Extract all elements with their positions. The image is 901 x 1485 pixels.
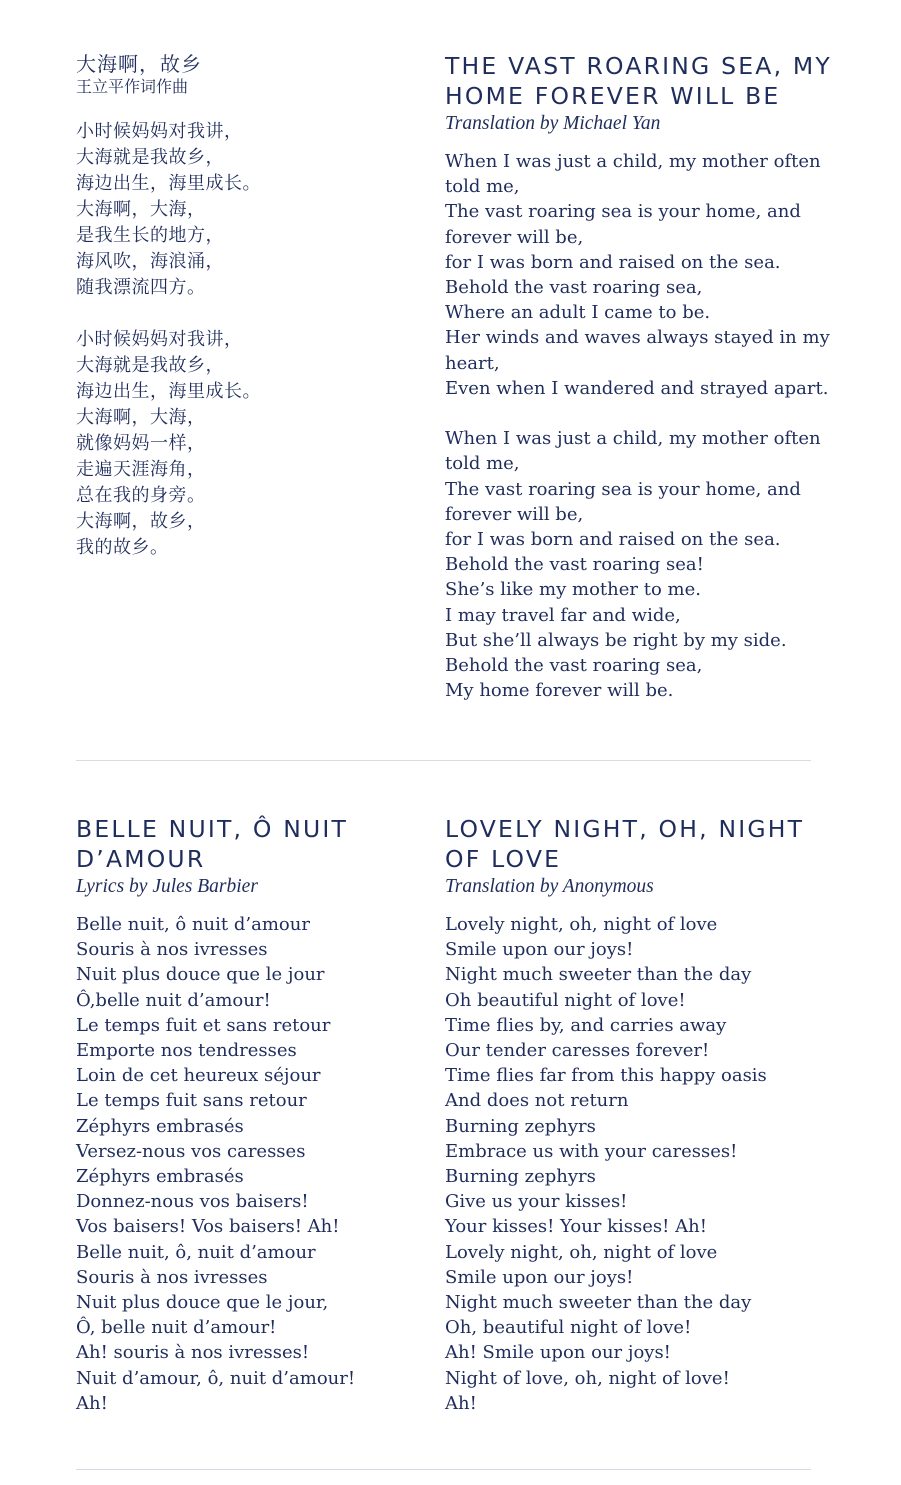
chinese-song-credit: 王立平作词作曲 — [76, 77, 189, 96]
english-translation-column — [445, 815, 840, 1416]
lyric-line: Nuit plus douce que le jour — [76, 964, 325, 986]
stanza — [76, 327, 416, 561]
section-divider — [76, 1469, 811, 1470]
lyric-line: 大海啊，故乡， — [76, 511, 206, 532]
lyric-line: Emporte nos tendresses — [76, 1040, 297, 1062]
lyric-line: 小时候妈妈对我讲， — [76, 121, 243, 142]
lyric-line: The vast roaring sea is your home, and forever will be, — [445, 201, 801, 248]
lyric-line: 大海啊，大海， — [76, 199, 206, 220]
lyric-line: Le temps fuit et sans retour — [76, 1014, 331, 1036]
lyric-line: 海边出生，海里成长。 — [76, 381, 261, 402]
stanza — [445, 426, 840, 703]
lyric-line: And does not return — [445, 1090, 629, 1112]
lyric-line: Ah! — [76, 1392, 108, 1414]
lyric-line: Lovely night, oh, night of love — [445, 1241, 718, 1263]
lyric-line: Souris à nos ivresses — [76, 1266, 268, 1288]
lyric-line: Give us your kisses! — [445, 1191, 628, 1213]
lyric-line: Belle nuit, ô, nuit d’amour — [76, 1241, 316, 1263]
lyric-line: for I was born and raised on the sea. — [445, 251, 781, 273]
lyric-line: But she’ll always be right by my side. — [445, 629, 787, 651]
lyric-line: Night much sweeter than the day — [445, 1292, 752, 1314]
lyric-line: 就像妈妈一样， — [76, 433, 206, 454]
lyric-line: 大海就是我故乡， — [76, 355, 224, 376]
lyric-line: She’s like my mother to me. — [445, 579, 701, 601]
lyric-line: Time flies far from this happy oasis — [445, 1065, 767, 1087]
lyric-line: Oh beautiful night of love! — [445, 989, 686, 1011]
lyric-line: for I was born and raised on the sea. — [445, 529, 781, 551]
french-lyrics — [76, 912, 416, 1416]
lyric-line: 大海啊，大海， — [76, 407, 206, 428]
lyric-line: 我的故乡。 — [76, 537, 169, 558]
lyric-line: Ô, belle nuit d’amour! — [76, 1317, 277, 1339]
lyric-line: 随我漂流四方。 — [76, 277, 206, 298]
lyric-line: Nuit d’amour, ô, nuit d’amour! — [76, 1367, 356, 1389]
lyric-line: Time flies by, and carries away — [445, 1014, 727, 1036]
lyric-line: Her winds and waves always stayed in my heart, — [445, 327, 830, 374]
lyric-line: Versez-nous vos caresses — [76, 1140, 306, 1162]
lyric-line: Smile upon our joys! — [445, 1266, 634, 1288]
lyric-line: Vos baisers! Vos baisers! Ah! — [76, 1216, 340, 1238]
lyric-line: Night much sweeter than the day — [445, 964, 752, 986]
lyric-line: Behold the vast roaring sea! — [445, 554, 704, 576]
lyric-line: Burning zephyrs — [445, 1115, 596, 1137]
lyric-line: Zéphyrs embrasés — [76, 1115, 244, 1137]
lyric-line: 走遍天涯海角， — [76, 459, 206, 480]
english-lyrics — [445, 912, 840, 1416]
lyric-line: Even when I wandered and strayed apart. — [445, 377, 829, 399]
stanza — [445, 149, 840, 401]
lyric-line: 大海就是我故乡， — [76, 147, 224, 168]
lyric-line: 小时候妈妈对我讲， — [76, 329, 243, 350]
lyric-line: Night of love, oh, night of love! — [445, 1367, 730, 1389]
chinese-lyrics-column — [76, 52, 416, 587]
english-song-title: LOVELY NIGHT, OH, NIGHT OF LOVE — [445, 815, 805, 873]
lyric-line: Burning zephyrs — [445, 1166, 596, 1188]
lyric-line: Smile upon our joys! — [445, 939, 634, 961]
english-translation-column — [445, 52, 840, 703]
lyric-line: My home forever will be. — [445, 680, 674, 702]
lyric-line: Ô,belle nuit d’amour! — [76, 989, 271, 1011]
lyric-line: Where an adult I came to be. — [445, 302, 711, 324]
lyric-line: When I was just a child, my mother often told me, — [445, 151, 821, 198]
lyric-line: The vast roaring sea is your home, and forever will be, — [445, 478, 801, 525]
chinese-song-title: 大海啊，故乡 — [76, 52, 202, 76]
lyric-line: Lovely night, oh, night of love — [445, 914, 718, 935]
lyric-line: Donnez-nous vos baisers! — [76, 1191, 309, 1213]
lyric-line: Ah! — [445, 1392, 477, 1414]
lyric-line: Souris à nos ivresses — [76, 939, 268, 961]
stanza — [76, 912, 416, 1416]
section-divider — [76, 760, 811, 761]
stanza — [445, 912, 840, 1416]
translation-credit: Translation by Michael Yan — [445, 113, 661, 134]
lyric-line: Embrace us with your caresses! — [445, 1140, 738, 1162]
lyric-line: Behold the vast roaring sea, — [445, 277, 703, 299]
lyric-line: Belle nuit, ô nuit d’amour — [76, 914, 310, 935]
lyric-line: Ah! Smile upon our joys! — [445, 1342, 671, 1364]
lyric-line: When I was just a child, my mother often told me, — [445, 428, 821, 475]
lyricist-credit: Lyrics by Jules Barbier — [76, 876, 258, 897]
lyric-line: 总在我的身旁。 — [76, 485, 206, 506]
lyric-line: 是我生长的地方， — [76, 225, 224, 246]
lyric-line: Oh, beautiful night of love! — [445, 1317, 692, 1339]
french-lyrics-column — [76, 815, 416, 1416]
lyric-line: 海风吹，海浪涌， — [76, 251, 224, 272]
lyric-line: Le temps fuit sans retour — [76, 1090, 307, 1112]
lyric-line: Your kisses! Your kisses! Ah! — [445, 1216, 707, 1238]
lyric-line: 海边出生，海里成长。 — [76, 173, 261, 194]
english-lyrics — [445, 149, 840, 703]
lyric-line: Nuit plus douce que le jour, — [76, 1292, 329, 1314]
lyric-line: Zéphyrs embrasés — [76, 1166, 244, 1188]
french-song-title: BELLE NUIT, Ô NUIT D’AMOUR — [76, 815, 349, 873]
lyric-line: Ah! souris à nos ivresses! — [76, 1342, 310, 1364]
english-song-title: THE VAST ROARING SEA, MY HOME FOREVER WILL BE — [445, 52, 832, 110]
lyric-line: Behold the vast roaring sea, — [445, 655, 703, 677]
stanza — [76, 119, 416, 301]
chinese-lyrics — [76, 119, 416, 561]
lyric-line: Our tender caresses forever! — [445, 1040, 710, 1062]
lyric-line: Loin de cet heureux séjour — [76, 1065, 321, 1087]
lyric-line: I may travel far and wide, — [445, 604, 681, 626]
translation-credit: Translation by Anonymous — [445, 876, 654, 897]
